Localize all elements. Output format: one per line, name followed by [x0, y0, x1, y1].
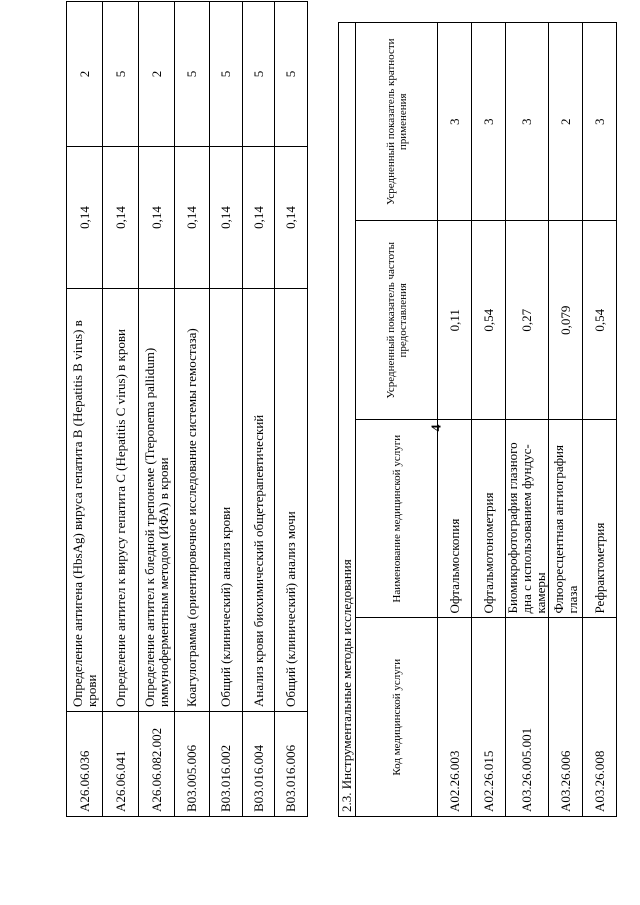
- table-row: [506, 23, 549, 817]
- table-row: [103, 2, 139, 817]
- laboratory-services-table: [66, 1, 308, 817]
- table-row: [583, 23, 617, 817]
- section-title: 2.3. Инструментальные методы исследования: [339, 23, 356, 817]
- multiplicity-value: 2: [549, 23, 583, 222]
- multiplicity-value: 5: [275, 2, 308, 147]
- service-name: Общий (клинический) анализ мочи: [275, 289, 308, 712]
- service-name: Определение антител к бледной трепонеме (Treponema pallidum) иммуноферментным методом (ИФА) в крови: [139, 289, 175, 712]
- service-code: В03.016.004: [243, 712, 275, 817]
- frequency-value: 0,14: [175, 147, 210, 289]
- section-title-row: [339, 23, 356, 817]
- table-row: [438, 23, 472, 817]
- table-row: [210, 2, 243, 817]
- frequency-value: 0,11: [438, 221, 472, 420]
- frequency-value: 0,14: [67, 147, 103, 289]
- table-row: [175, 2, 210, 817]
- multiplicity-value: 3: [583, 23, 617, 222]
- multiplicity-value: 3: [506, 23, 549, 222]
- service-code: А02.26.015: [472, 618, 506, 817]
- frequency-value: 0,14: [103, 147, 139, 289]
- service-code: А26.06.036: [67, 712, 103, 817]
- service-code: А26.06.082.002: [139, 712, 175, 817]
- service-code: А26.06.041: [103, 712, 139, 817]
- table-row: [139, 2, 175, 817]
- frequency-value: 0,54: [583, 221, 617, 420]
- service-code: В03.016.006: [275, 712, 308, 817]
- header-row: [356, 23, 438, 817]
- header-frequency: Усредненный показатель частоты предоставления: [356, 221, 438, 420]
- frequency-value: 0,27: [506, 221, 549, 420]
- frequency-value: 0,14: [139, 147, 175, 289]
- frequency-value: 0,54: [472, 221, 506, 420]
- service-code: А03.26.008: [583, 618, 617, 817]
- service-code: В03.016.002: [210, 712, 243, 817]
- header-multiplicity: Усредненный показатель кратности применения: [356, 23, 438, 222]
- multiplicity-value: 5: [103, 2, 139, 147]
- service-name: Анализ крови биохимический общетерапевтический: [243, 289, 275, 712]
- table-row: [472, 23, 506, 817]
- page-number: 4: [429, 424, 445, 432]
- instrumental-methods-table: [338, 22, 617, 817]
- service-code: В03.005.006: [175, 712, 210, 817]
- table-row: [549, 23, 583, 817]
- service-code: А02.26.003: [438, 618, 472, 817]
- service-code: А03.26.006: [549, 618, 583, 817]
- service-name: Офтальмоскопия: [438, 420, 472, 619]
- header-name: Наименование медицинской услуги: [356, 420, 438, 619]
- service-name: Общий (клинический) анализ крови: [210, 289, 243, 712]
- service-name: Определение антител к вирусу гепатита C (Hepatitis C virus) в крови: [103, 289, 139, 712]
- service-name: Флюоресцентная ангиография глаза: [549, 420, 583, 619]
- frequency-value: 0,079: [549, 221, 583, 420]
- multiplicity-value: 5: [243, 2, 275, 147]
- service-code: А03.26.005.001: [506, 618, 549, 817]
- frequency-value: 0,14: [243, 147, 275, 289]
- table-row: [67, 2, 103, 817]
- multiplicity-value: 2: [67, 2, 103, 147]
- multiplicity-value: 5: [210, 2, 243, 147]
- table-row: [275, 2, 308, 817]
- multiplicity-value: 3: [472, 23, 506, 222]
- multiplicity-value: 5: [175, 2, 210, 147]
- table-row: [243, 2, 275, 817]
- multiplicity-value: 2: [139, 2, 175, 147]
- service-name: Определение антигена (HbsAg) вируса гепатита B (Hepatitis B virus) в крови: [67, 289, 103, 712]
- service-name: Коагулограмма (ориентировочное исследование системы гемостаза): [175, 289, 210, 712]
- header-code: Код медицинской услуги: [356, 618, 438, 817]
- frequency-value: 0,14: [210, 147, 243, 289]
- service-name: Офтальмотонометрия: [472, 420, 506, 619]
- multiplicity-value: 3: [438, 23, 472, 222]
- frequency-value: 0,14: [275, 147, 308, 289]
- service-name: Рефрактометрия: [583, 420, 617, 619]
- service-name: Биомикрофотография глазного дна с использованием фундус-камеры: [506, 420, 549, 619]
